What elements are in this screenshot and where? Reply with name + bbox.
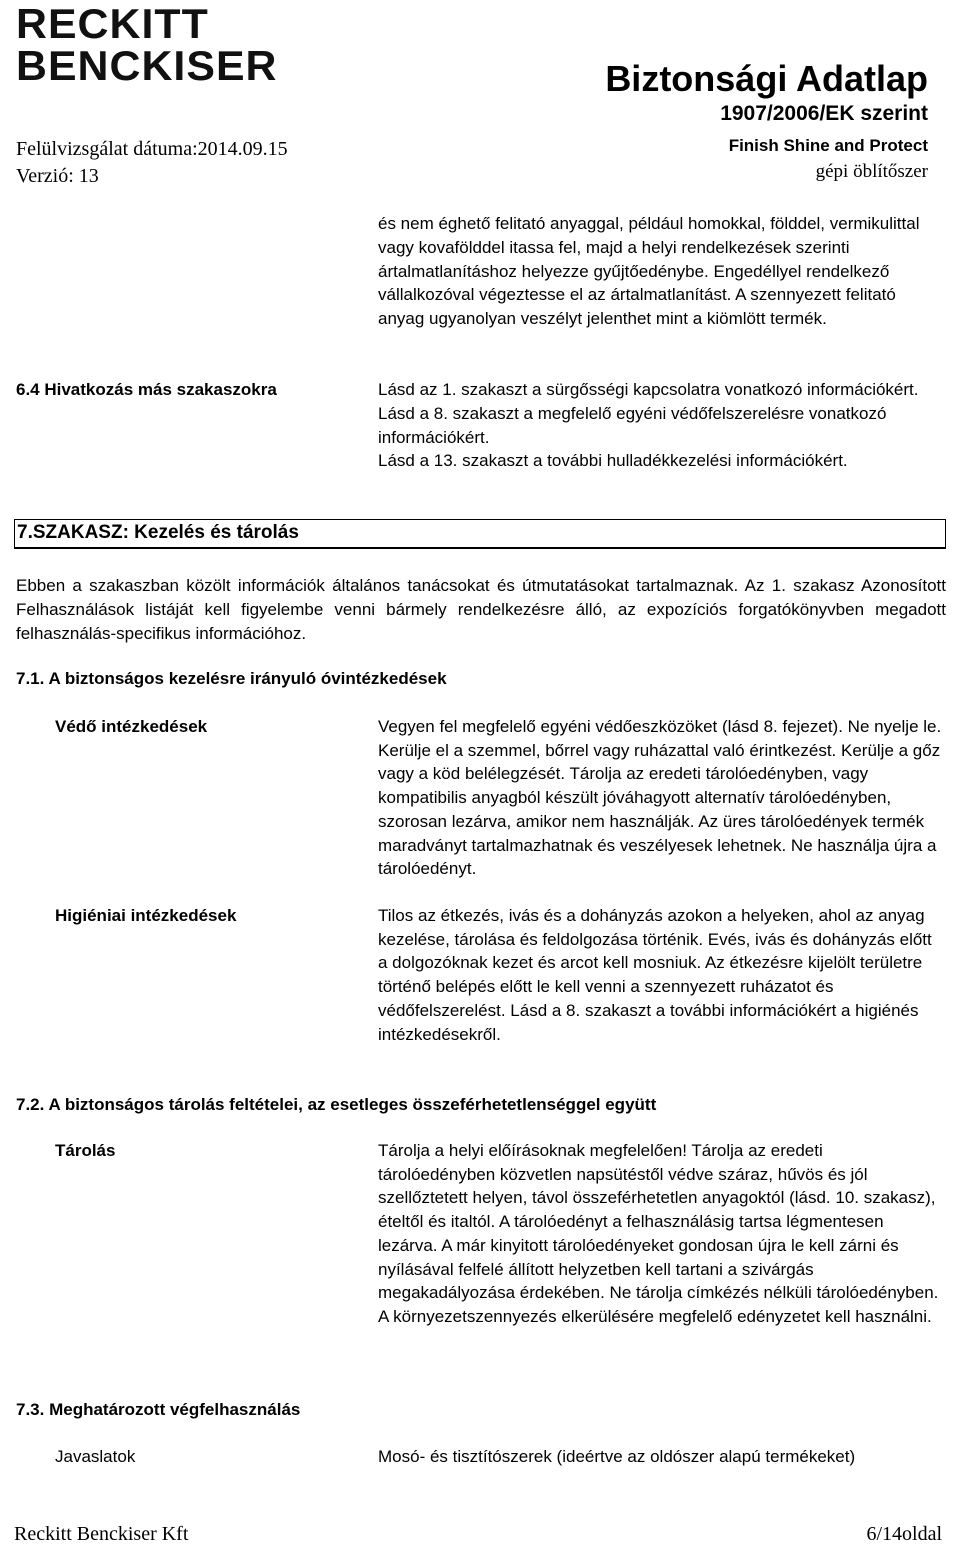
- storage-text: Tárolja a helyi előírásoknak megfelelően! Tárolja az eredeti tárolóedényben közvetlen napsütéstől védve száraz, hűvös és jól szellőztetett helyen, távol összeférhetetlen anyagoktól (lásd. 10. szakasz), ételtől és italtól. A tárolóedényt a felhasználásig tartsa légmentesen lezárva. A már kinyitott tárolóedényeket gondosan újra le kell zárni és nyílásával felfelé állított helyzetben kell tartani a szivárgás megakadályozása érdekében. Ne tárolja címkézés nélküli tárolóedényben. A környezetszennyezés elkerülésére megfelelő edényzetet kell használni.: [378, 1141, 939, 1326]
- protective-measures-label: Védő intézkedések: [55, 717, 208, 736]
- section7-title: 7.SZAKASZ: Kezelés és tárolás: [17, 522, 299, 543]
- section7-1-heading: 7.1. A biztonságos kezelésre irányuló óvintézkedések: [16, 669, 447, 688]
- reference-line: Lásd a 8. szakaszt a megfelelő egyéni védőfelszerelésre vonatkozó információkért.: [378, 403, 887, 447]
- product-type: gépi öblítőszer: [815, 161, 928, 182]
- company-logo: [16, 0, 278, 89]
- storage-label: Tárolás: [55, 1141, 116, 1160]
- section7-3-heading: 7.3. Meghatározott végfelhasználás: [16, 1400, 301, 1419]
- header-title-block: [605, 58, 928, 185]
- reference-line: Lásd a 13. szakaszt a további hulladékkezelési információkért.: [378, 451, 848, 471]
- reference-line: Lásd az 1. szakaszt a sürgősségi kapcsolatra vonatkozó információkért.: [378, 380, 919, 399]
- section7-2-heading: 7.2. A biztonságos tárolás feltételei, az esetleges összeférhetetlenséggel együtt: [16, 1095, 657, 1114]
- recommendations-label: Javaslatok: [55, 1447, 136, 1466]
- version: Verzió: 13: [16, 165, 99, 187]
- product-name: Finish Shine and Protect: [728, 136, 928, 155]
- hygiene-measures-text: Tilos az étkezés, ivás és a dohányzás azokon a helyeken, ahol az anyag kezelése, tárolása és feldolgozása történik. Evés, ivás és dohányzás előtt a dolgozóknak kezet és arcot kell mosniuk. Az étkezésre kijelölt területre történő belépés előtt le kell venni a szennyezett ruházatot és védőfelszerelést. Lásd a 8. szakaszt a további információkért a higiénés intézkedésekről.: [378, 906, 932, 1044]
- revision-date: Felülvizsgálat dátuma:2014.09.15: [16, 138, 288, 160]
- recommendations-text: Mosó- és tisztítószerek (ideértve az oldószer alapú termékeket): [378, 1447, 856, 1466]
- section6-4-heading: 6.4 Hivatkozás más szakaszokra: [16, 380, 277, 399]
- hygiene-measures-label: Higiéniai intézkedések: [55, 906, 237, 925]
- doc-title: Biztonsági Adatlap: [605, 58, 928, 99]
- regulation: 1907/2006/EK szerint: [720, 102, 928, 125]
- section6-continuation-text: és nem éghető felitató anyaggal, például homokkal, földdel, vermikulittal vagy kovafölddel itassa fel, majd a helyi rendelkezések szerinti ártalmatlanításhoz helyezze gyűjtőedénybe. Engedéllyel rendelkező vállalkozóval végeztesse el az ártalmatlanítást. A szennyezett felitató anyag ugyanolyan veszélyt jelenthet mint a kiömlött termék.: [378, 214, 920, 329]
- footer-page-number: 6/14oldal: [866, 1523, 942, 1545]
- footer-company: Reckitt Benckiser Kft: [14, 1523, 189, 1545]
- section7-intro: Ebben a szakaszban közölt információk általános tanácsokat és útmutatásokat tartalmaznak. Az 1. szakasz Azonosított Felhasználások listáját kell figyelembe venni bármely rendelkezésre álló, az expozíciós forgatókönyvben megadott felhasználás-specifikus információhoz.: [16, 576, 946, 643]
- header-meta: [16, 136, 288, 190]
- logo-line-1: RECKITT: [16, 0, 209, 47]
- protective-measures-text: Vegyen fel megfelelő egyéni védőeszközöket (lásd 8. fejezet). Ne nyelje le. Kerülje el a szemmel, bőrrel vagy ruházattal való érintkezést. Kerülje a gőz vagy a köd belélegzését. Tárolja az eredeti tárolóedényben, vagy kompatibilis anyagból készült jóváhagyott alternatív tárolóedényben, szorosan lezárva, amikor nem használják. Az üres tárolóedények termék maradványt tartalmazhatnak és veszélyesek lehetnek. Ne használja újra a tárolóedényt.: [378, 717, 942, 879]
- section6-4-references: [378, 378, 938, 473]
- section7-title-box: [14, 519, 946, 549]
- logo-line-2: BENCKISER: [16, 42, 278, 89]
